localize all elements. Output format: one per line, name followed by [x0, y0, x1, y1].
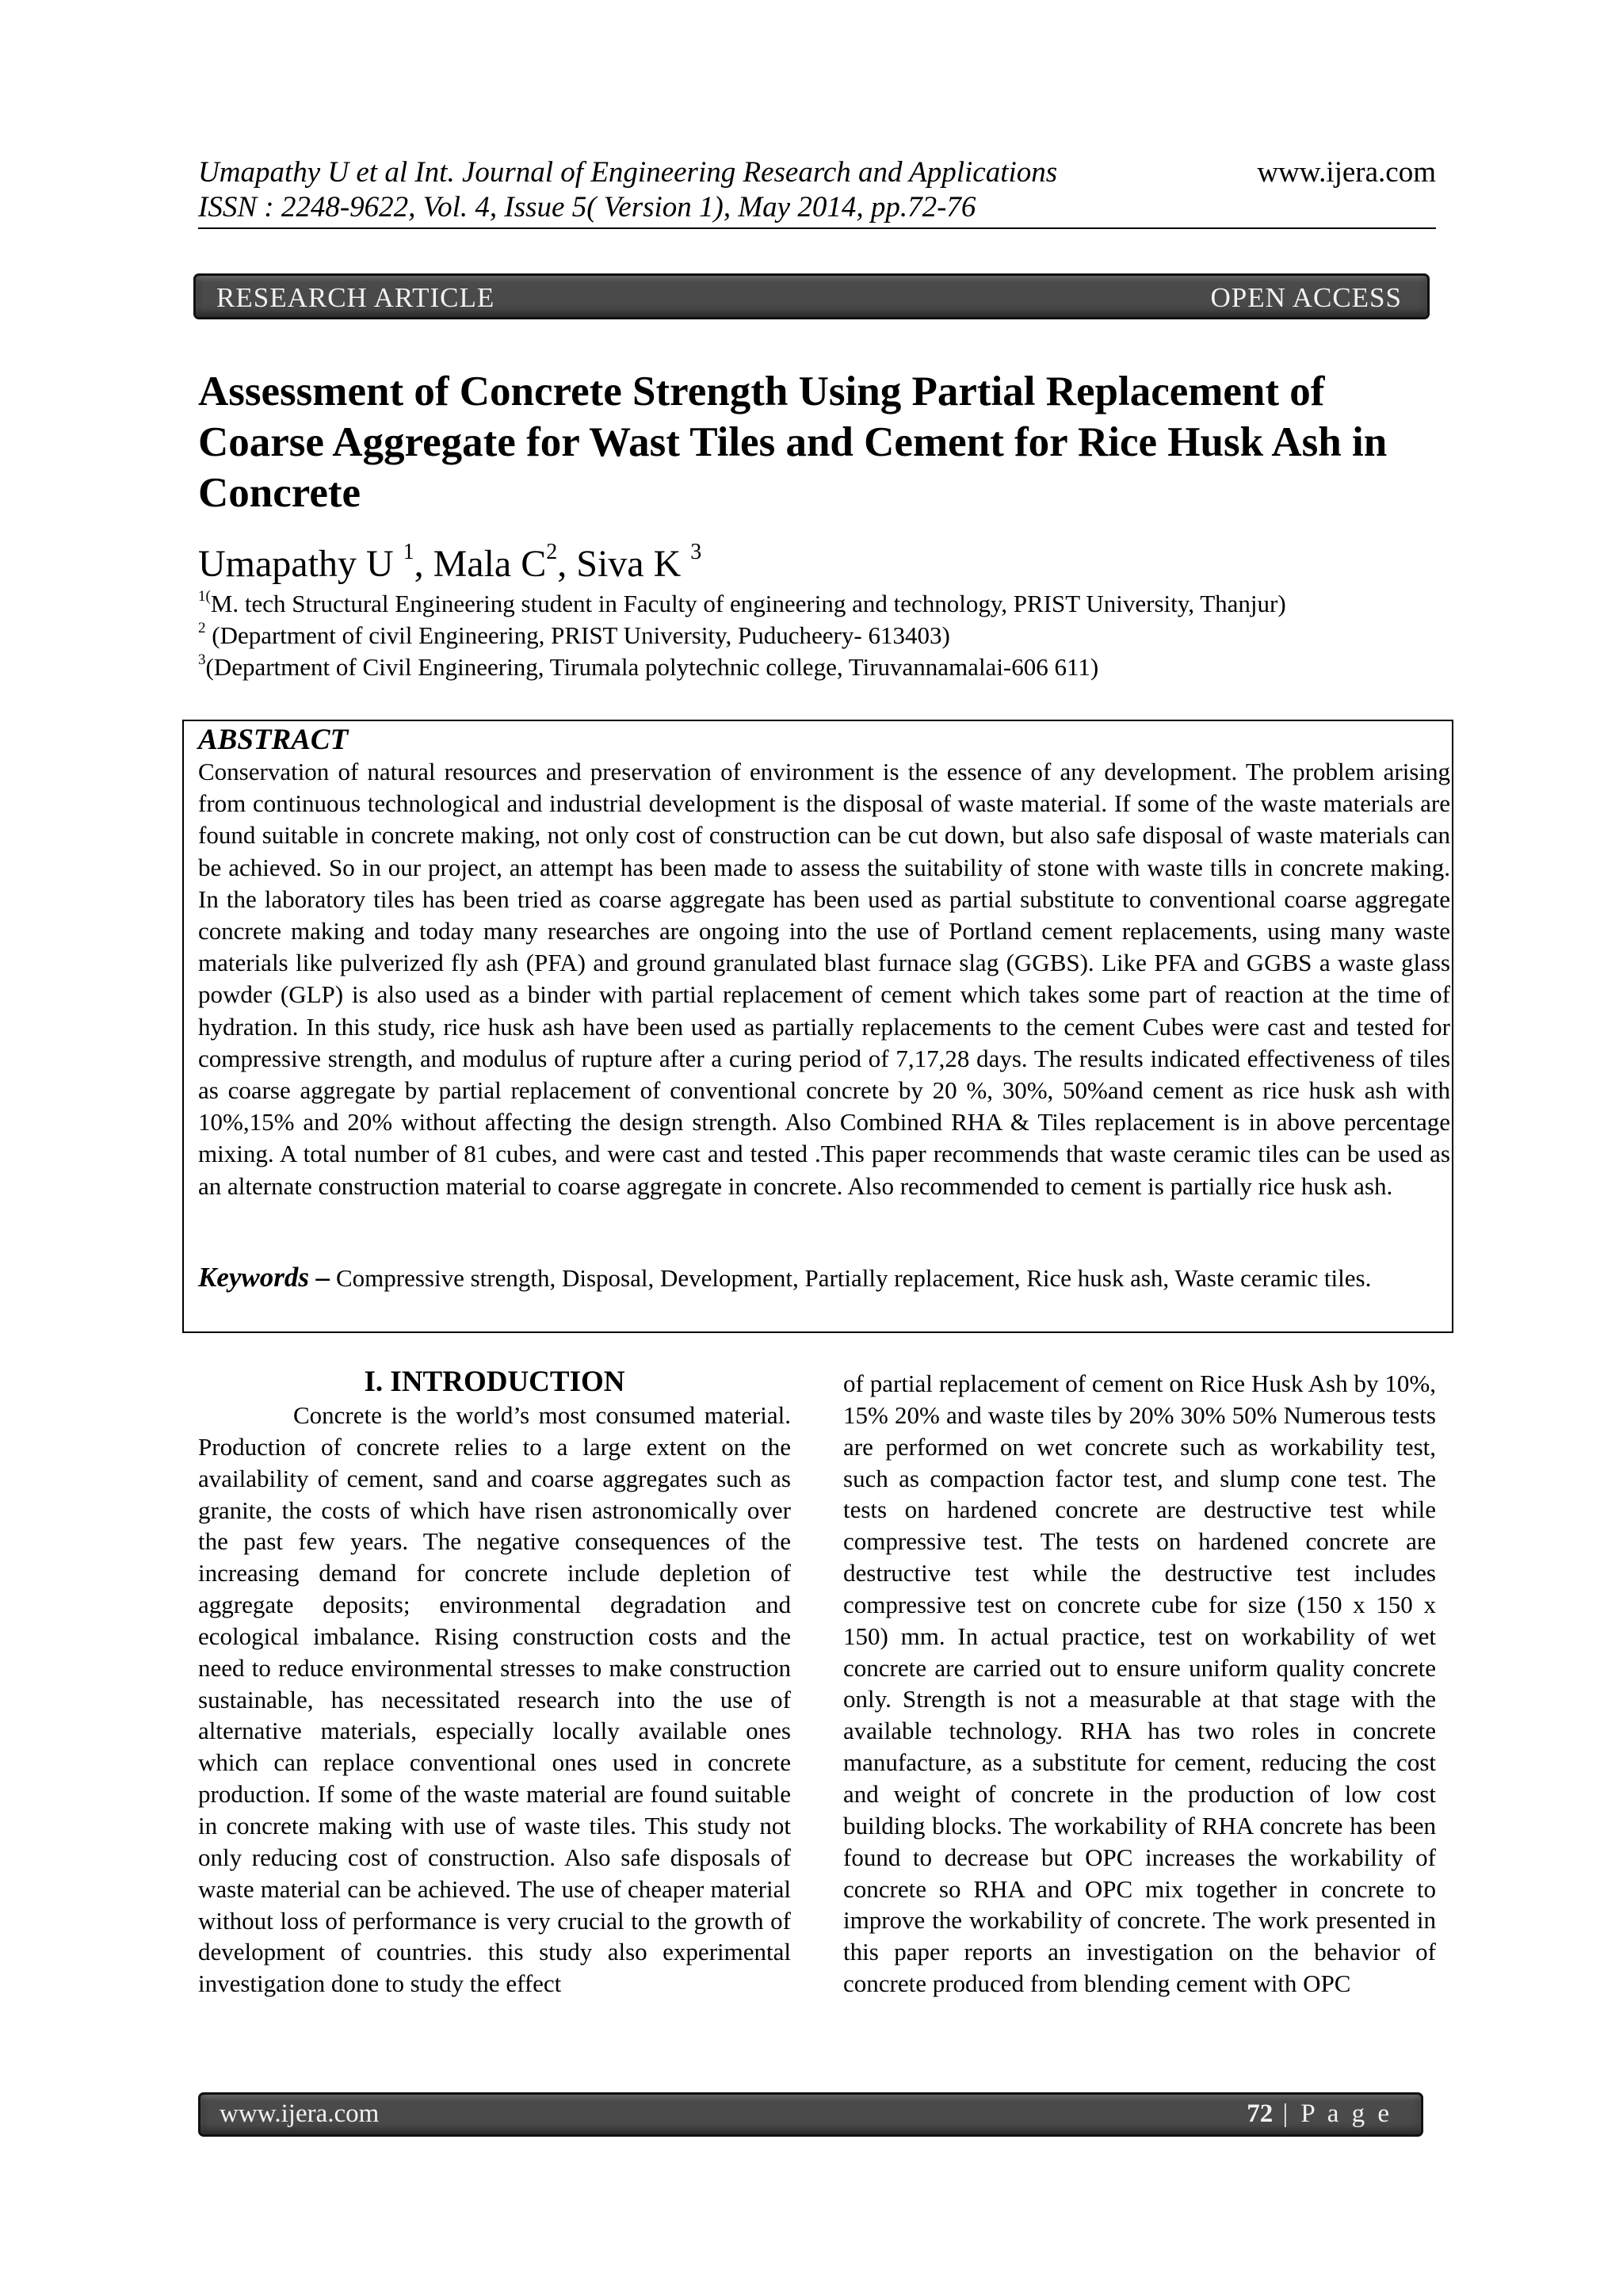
keywords-text: Compressive strength, Disposal, Development, Partially replacement, Rice husk ash, Waste ceramic tiles.	[330, 1264, 1372, 1292]
affiliation-1	[198, 590, 1450, 618]
affiliation-marker: 1(	[198, 588, 211, 605]
affiliation-text: (Department of Civil Engineering, Tirumala polytechnic college, Tiruvannamalai-606 611)	[205, 653, 1099, 681]
author-separator: ,	[414, 543, 433, 585]
author-name: Umapathy U	[198, 543, 403, 585]
author-list	[198, 542, 701, 586]
header-rule	[198, 227, 1436, 229]
abstract-heading: ABSTRACT	[198, 724, 349, 756]
issn-volume-line: ISSN : 2248-9622, Vol. 4, Issue 5( Version 1), May 2014, pp.72-76	[198, 191, 976, 223]
keywords-line	[198, 1262, 1434, 1294]
author-name: Mala C	[433, 543, 547, 585]
abstract-body: Conservation of natural resources and preservation of environment is the essence of any development. The problem arising from continuous technological and industrial development is the disposal of waste material. If some of the waste materials are found suitable in concrete making, not only cost of construction can be cut down, but also safe disposal of waste materials can be achieved. So in our project, an attempt has been made to assess the suitability of stone with waste tills in concrete making. In the laboratory tiles has been tried as coarse aggregate has been used as partial substitute to conventional coarse aggregate concrete making and today many researches are ongoing into the use of Portland cement replacements, using many waste materials like pulverized fly ash (PFA) and ground granulated blast furnace slag (GGBS). Like PFA and GGBS a waste glass powder (GLP) is also used as a binder with partial replacement of cement which takes some part of reaction at the time of hydration. In this study, rice husk ash have been used as partially replacements to the cement Cubes were cast and tested for compressive strength, and modulus of rupture after a curing period of 7,17,28 days. The results indicated effectiveness of tiles as coarse aggregate by partial replacement of conventional concrete by 20 %, 30%, 50%and cement as rice husk ash with 10%,15% and 20% without affecting the design strength. Also Combined RHA & Tiles replacement is in above percentage mixing. A total number of 81 cubes, and were cast and tested .This paper recommends that waste ceramic tiles can be used as an alternate construction material to coarse aggregate in concrete. Also recommended to cement is partially rice husk ash.	[198, 758, 1450, 1200]
author-superscript: 3	[690, 540, 702, 564]
affiliation-text: M. tech Structural Engineering student in Faculty of engineering and technology, PRIST University, Thanjur)	[210, 590, 1286, 617]
article-type-bar	[193, 273, 1430, 319]
affiliation-2	[198, 621, 1450, 650]
introduction-column-right: of partial replacement of cement on Rice Husk Ash by 10%, 15% 20% and waste tiles by 20% 30% 50% Numerous tests are performed on wet concrete such as workability test, such as compaction factor test, and slump cone test. The tests on hardened concrete are destructive test while compressive test. The tests on hardened concrete are destructive test while the destructive test includes compressive test on concrete cube for size (150 x 150 x 150) mm. In actual practice, test on workability of wet concrete are carried out to ensure uniform quality concrete only. Strength is not a measurable at that stage with the available technology. RHA has two roles in concrete manufacture, as a substitute for cement, reducing the cost and weight of concrete in the production of low cost building blocks. The workability of RHA concrete has been found to decrease but OPC increases the workability of concrete so RHA and OPC mix together in concrete to improve the workability of concrete. The work presented in this paper reports an investigation on the behavior of concrete produced from blending cement with OPC	[843, 1370, 1436, 1998]
running-header-citation	[198, 155, 1057, 225]
affiliation-marker: 2	[198, 620, 206, 636]
paper-title: Assessment of Concrete Strength Using Partial Replacement of Coarse Aggregate for Wast Tiles and Cement for Rice Husk Ash in Concrete	[198, 369, 1388, 516]
header-website: www.ijera.com	[1257, 156, 1436, 189]
affiliation-marker: 3	[198, 651, 206, 668]
author-superscript: 1	[403, 540, 414, 564]
footer-bar	[198, 2092, 1423, 2137]
introduction-heading: I. INTRODUCTION	[364, 1366, 625, 1398]
affiliation-3	[198, 653, 1450, 682]
journal-citation-line: Umapathy U et al Int. Journal of Engineering Research and Applications	[198, 156, 1058, 189]
introduction-column-left: Concrete is the world’s most consumed material. Production of concrete relies to a large extent on the availability of cement, sand and coarse aggregates such as granite, the costs of which have risen astronomically over the past few years. The negative consequences of the increasing demand for concrete include depletion of aggregate deposits; environmental degradation and ecological imbalance. Rising construction costs and the need to reduce environmental stresses to make construction sustainable, has necessitated research into the use of alternative materials, especially locally available ones which can replace conventional ones used in concrete production. If some of the waste material are found suitable in concrete making with use of waste tiles. This study not only reducing cost of construction. Also safe disposals of waste material can be achieved. The use of cheaper material without loss of performance is very crucial to the growth of development of countries. this study also experimental investigation done to study the effect	[198, 1401, 791, 1998]
keywords-label: Keywords –	[198, 1262, 330, 1293]
open-access-label: OPEN ACCESS	[1210, 282, 1402, 313]
author-name: Siva K	[576, 543, 691, 585]
footer-website: www.ijera.com	[220, 2099, 380, 2128]
article-type-label: RESEARCH ARTICLE	[216, 282, 495, 313]
author-superscript: 2	[546, 540, 558, 564]
page-label: | P a g e	[1273, 2099, 1392, 2128]
page-indicator	[1247, 2099, 1392, 2129]
author-separator: ,	[557, 543, 577, 585]
affiliation-text: (Department of civil Engineering, PRIST University, Puducheery- 613403)	[205, 621, 950, 649]
page-number: 72	[1247, 2099, 1274, 2128]
